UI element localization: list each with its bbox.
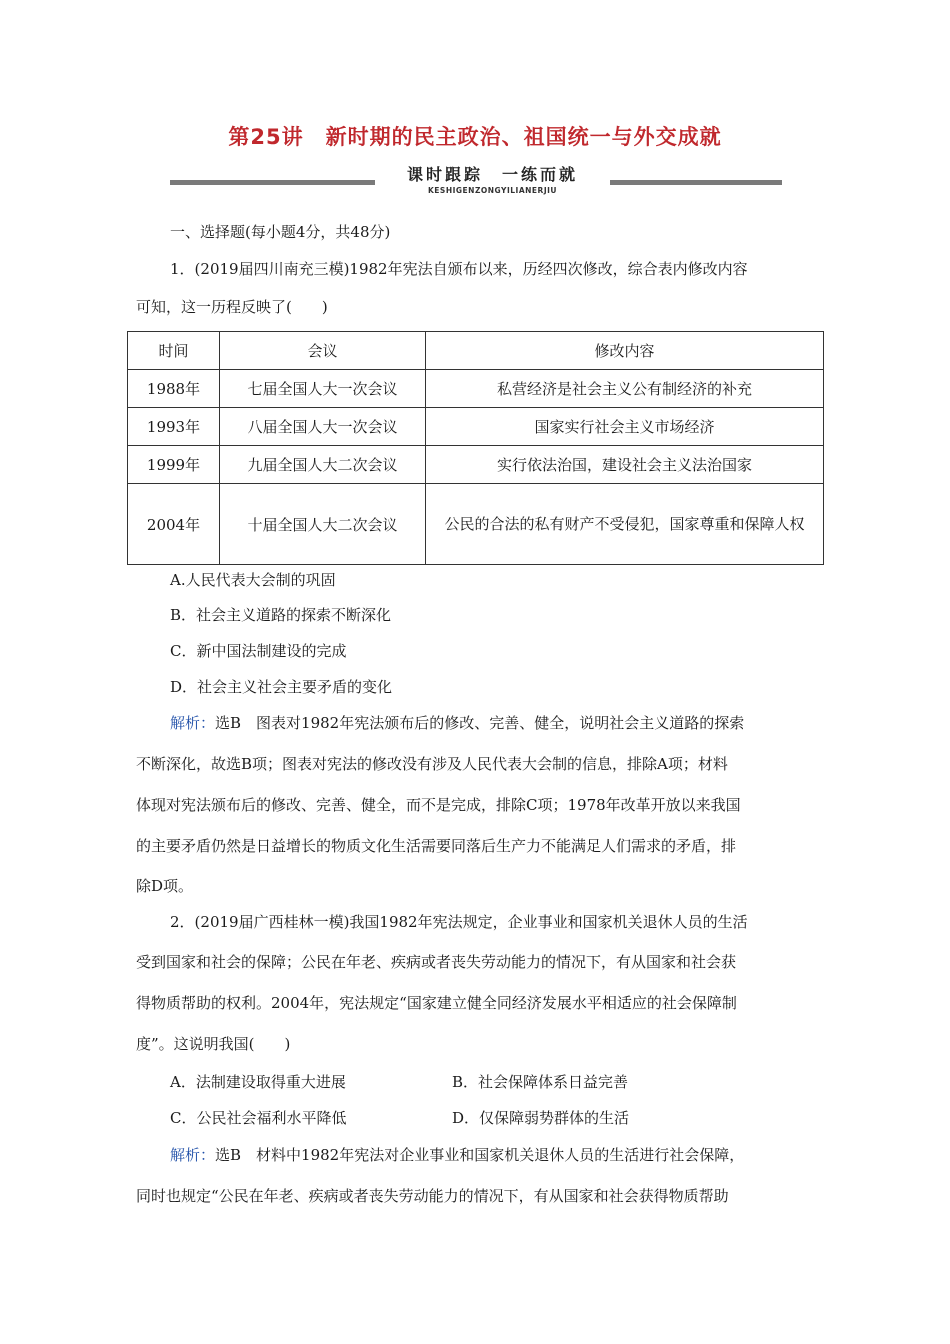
table-cell: 八届全国人大一次会议 (220, 408, 426, 446)
q1-stem-line: 1．(2019届四川南充三模)1982年宪法自颁布以来，历经四次修改，综合表内修改内容 (170, 260, 748, 278)
q1-analysis-line: 体现对宪法颁布后的修改、完善、健全，而不是完成，排除C项；1978年改革开放以来我国 (136, 796, 741, 814)
table-header-meeting: 会议 (220, 332, 426, 370)
q2-option-c: C．公民社会福利水平降低 (170, 1109, 347, 1127)
q2-stem-line: 得物质帮助的权利。2004年，宪法规定“国家建立健全同经济发展水平相适应的社会保障制 (136, 994, 737, 1012)
amendment-table (127, 331, 824, 565)
table-cell: 公民的合法的私有财产不受侵犯，国家尊重和保障人权 (426, 484, 824, 565)
table-cell: 十届全国人大二次会议 (220, 484, 426, 565)
table-header-time: 时间 (128, 332, 220, 370)
table-cell: 1999年 (128, 446, 220, 484)
banner-title: 课时跟踪 一练而就 (406, 165, 578, 184)
q1-analysis-line: 除D项。 (136, 877, 194, 895)
table-header-content: 修改内容 (426, 332, 824, 370)
section-heading: 一、选择题(每小题4分，共48分) (170, 223, 391, 241)
table-cell: 九届全国人大二次会议 (220, 446, 426, 484)
table-header-row (128, 332, 824, 370)
table-cell: 1988年 (128, 370, 220, 408)
section-banner (375, 162, 610, 198)
banner-rule-right (610, 180, 782, 185)
q2-stem-line: 受到国家和社会的保障；公民在年老、疾病或者丧失劳动能力的情况下，有从国家和社会获 (136, 953, 737, 971)
table-row (128, 446, 824, 484)
q1-option-c: C．新中国法制建设的完成 (170, 642, 347, 660)
banner-subtitle: KESHIGENZONGYILIANERJIU (428, 186, 557, 195)
q2-analysis-line: 同时也规定“公民在年老、疾病或者丧失劳动能力的情况下，有从国家和社会获得物质帮助 (136, 1187, 729, 1205)
table-cell: 2004年 (128, 484, 220, 565)
table-row (128, 370, 824, 408)
q1-option-a: A.人民代表大会制的巩固 (170, 571, 336, 589)
table-row (128, 484, 824, 565)
analysis-text: 选B 材料中1982年宪法对企业事业和国家机关退休人员的生活进行社会保障， (215, 1146, 745, 1164)
q2-analysis-line (170, 1145, 816, 1165)
q1-analysis-line: 不断深化，故选B项；图表对宪法的修改没有涉及人民代表大会制的信息，排除A项；材料 (136, 755, 728, 773)
analysis-label: 解析： (170, 714, 216, 732)
table-cell: 国家实行社会主义市场经济 (426, 408, 824, 446)
q1-stem-line: 可知，这一历程反映了( ) (136, 298, 328, 316)
table-cell: 实行依法治国，建设社会主义法治国家 (426, 446, 824, 484)
q2-option-d: D．仅保障弱势群体的生活 (452, 1109, 630, 1127)
q1-analysis-line (170, 713, 816, 733)
q2-stem-line: 2．(2019届广西桂林一模)我国1982年宪法规定，企业事业和国家机关退休人员的生活 (170, 913, 748, 931)
table-row (128, 408, 824, 446)
q1-option-b: B．社会主义道路的探索不断深化 (170, 606, 392, 624)
table-cell: 私营经济是社会主义公有制经济的补充 (426, 370, 824, 408)
q2-option-b: B．社会保障体系日益完善 (452, 1073, 629, 1091)
q1-option-d: D．社会主义社会主要矛盾的变化 (170, 678, 393, 696)
q2-option-a: A．法制建设取得重大进展 (170, 1073, 346, 1091)
q1-analysis-line: 的主要矛盾仍然是日益增长的物质文化生活需要同落后生产力不能满足人们需求的矛盾，排 (136, 837, 737, 855)
table-cell: 1993年 (128, 408, 220, 446)
analysis-text: 选B 图表对1982年宪法颁布后的修改、完善、健全，说明社会主义道路的探索 (215, 714, 745, 732)
analysis-label: 解析： (170, 1146, 216, 1164)
q2-stem-line: 度”。这说明我国( ) (136, 1035, 291, 1053)
banner-rule-left (170, 180, 375, 185)
table-cell: 七届全国人大一次会议 (220, 370, 426, 408)
page-title: 第25讲 新时期的民主政治、祖国统一与外交成就 (228, 125, 722, 149)
